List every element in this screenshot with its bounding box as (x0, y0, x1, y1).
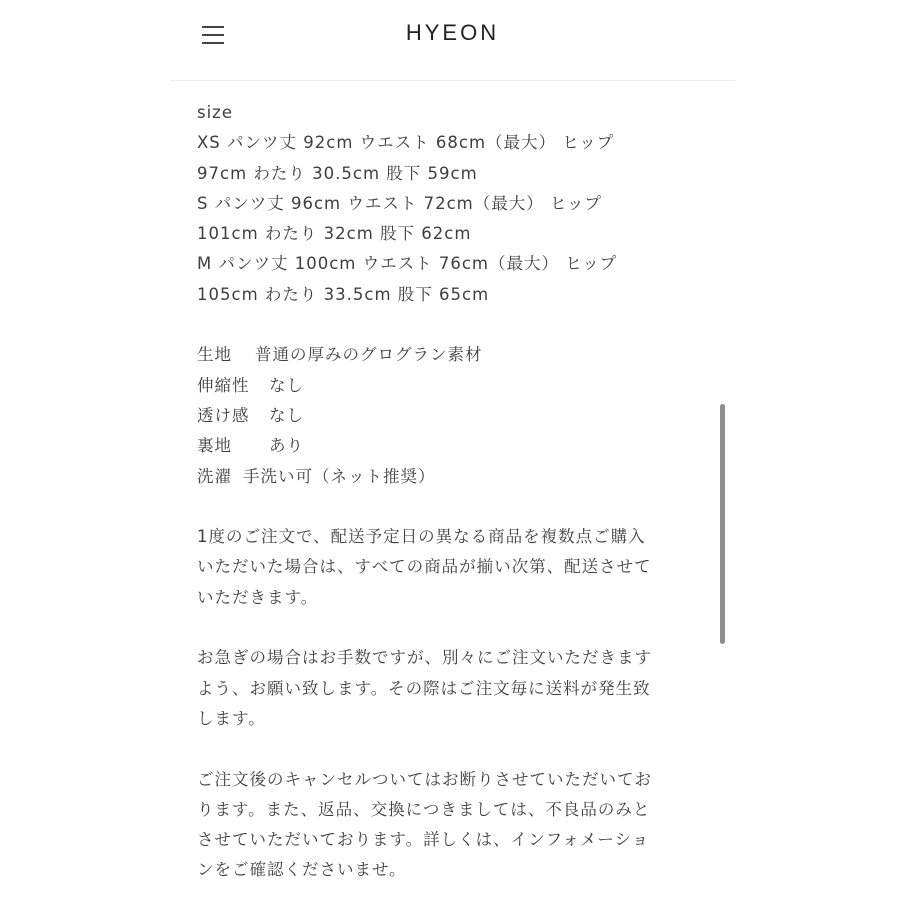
notice-line: ご注文後のキャンセルついてはお断りさせていただいてお (197, 769, 652, 789)
spec-value: なし (269, 375, 304, 395)
shipping-notice (197, 522, 702, 613)
spec-key: 裏地 (197, 436, 232, 456)
spec-value: 普通の厚みのグログラン素材 (255, 345, 483, 365)
notice-line: させていただいております。詳しくは、インフォメーショ (197, 830, 650, 850)
notice-line: お急ぎの場合はお手数ですが、別々にご注文いただきます (197, 648, 652, 668)
size-line: XS パンツ丈 92cm ウエスト 68cm（最大） ヒップ (197, 133, 615, 153)
spec-key: 生地 (197, 345, 232, 365)
spec-value: 手洗い可（ネット推奨） (243, 466, 436, 486)
size-line: 105cm わたり 33.5cm 股下 65cm (197, 284, 490, 304)
notice-line: ります。また、返品、交換につきましては、不良品のみと (197, 799, 651, 819)
scrollbar-thumb[interactable] (720, 404, 725, 644)
size-heading: size (197, 103, 233, 122)
brand-logo[interactable]: HYEON (405, 20, 500, 45)
spec-key: 伸縮性 (197, 375, 250, 395)
size-line: M パンツ丈 100cm ウエスト 76cm（最大） ヒップ (197, 254, 618, 274)
spec-row-lining (197, 431, 702, 461)
size-line: S パンツ丈 96cm ウエスト 72cm（最大） ヒップ (197, 193, 602, 213)
spec-key: 透け感 (197, 405, 250, 425)
spec-row-stretch (197, 371, 702, 401)
cancel-notice (197, 765, 702, 886)
page-header (170, 0, 735, 81)
notice-line: ンをご確認くださいませ。 (197, 860, 407, 880)
product-description (197, 98, 702, 886)
notice-line: します。 (197, 708, 266, 728)
spec-key: 洗濯 (197, 466, 232, 486)
notice-line: よう、お願い致します。その際はご注文毎に送料が発生致 (197, 678, 651, 698)
notice-line: いただいた場合は、すべての商品が揃い次第、配送させて (197, 557, 652, 577)
spec-row-sheerness (197, 401, 702, 431)
size-line: 101cm わたり 32cm 股下 62cm (197, 224, 472, 244)
spec-value: なし (269, 405, 304, 425)
notice-line: いただきます。 (197, 587, 319, 607)
size-line: 97cm わたり 30.5cm 股下 59cm (197, 163, 478, 183)
spec-row-washing (197, 462, 702, 492)
notice-line: 1度のご注文で、配送予定日の異なる商品を複数点ご購入 (197, 527, 646, 547)
spec-row-fabric (197, 340, 702, 370)
urgent-notice (197, 643, 702, 734)
spec-value: あり (269, 436, 304, 456)
size-section (197, 98, 702, 310)
spec-section (197, 340, 702, 491)
